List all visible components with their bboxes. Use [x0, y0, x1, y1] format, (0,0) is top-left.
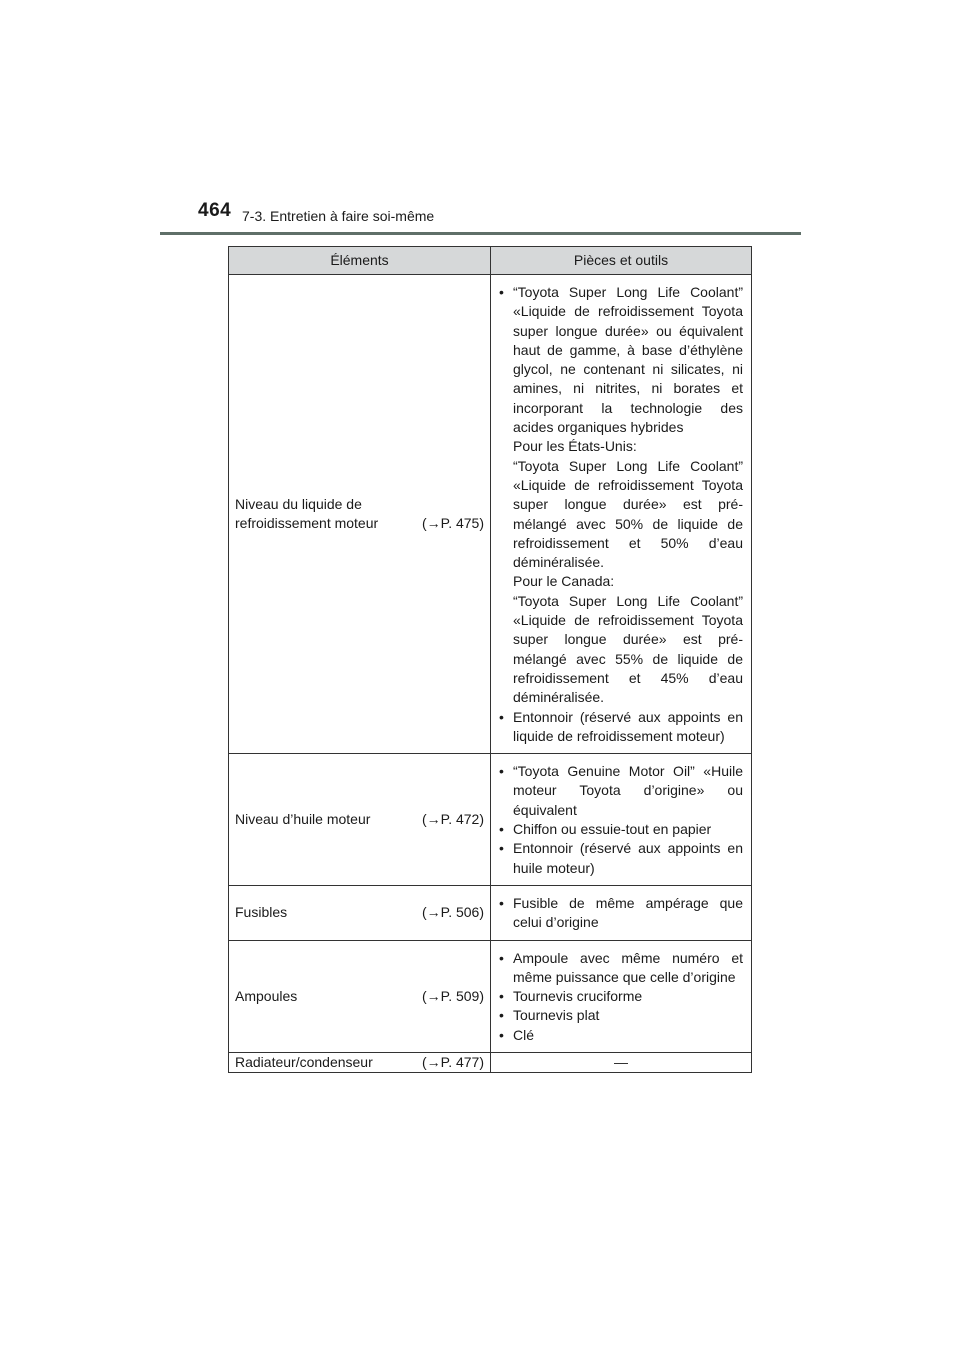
- item-line: [235, 987, 484, 1006]
- table-row: [229, 1052, 752, 1072]
- item-line: [235, 903, 484, 922]
- list-item: [499, 283, 743, 708]
- list-item: [499, 1026, 743, 1045]
- tool-text: Pour le Canada:: [513, 573, 615, 590]
- item-cell: [229, 275, 491, 754]
- tools-list: [499, 949, 743, 1045]
- item-line: [235, 1053, 484, 1072]
- list-item: [499, 1006, 743, 1025]
- item-line: [235, 810, 484, 829]
- tools-list: [499, 894, 743, 933]
- page-reference: (→P. 475): [422, 515, 484, 532]
- tools-cell: [491, 940, 752, 1052]
- item-label: Ampoules: [235, 987, 298, 1004]
- page-reference: (→P. 477): [422, 1053, 484, 1070]
- page-reference: (→P. 506): [422, 904, 484, 921]
- tools-list: [499, 283, 743, 746]
- list-item: [499, 762, 743, 820]
- tool-text: • “Toyota Genuine Motor Oil” «Huile moteur Toyota d’origine» ou équivalent: [513, 763, 743, 818]
- header-rule: [160, 232, 801, 235]
- page-number: 464: [198, 200, 232, 221]
- item-line: [235, 495, 484, 534]
- table-header-row: [229, 247, 752, 275]
- list-item: [499, 839, 743, 878]
- maintenance-table: [228, 246, 752, 1073]
- item-label: Niveau d’huile moteur: [235, 810, 371, 827]
- tool-text: • Entonnoir (réservé aux appoints en huile moteur): [513, 840, 743, 876]
- tools-cell: [491, 1052, 752, 1072]
- section-title: 7-3. Entretien à faire soi-même: [242, 208, 435, 224]
- tools-cell: [491, 275, 752, 754]
- table-row: [229, 885, 752, 940]
- column-header-items: Éléments: [229, 247, 491, 275]
- table-row: [229, 940, 752, 1052]
- item-cell: [229, 885, 491, 940]
- tool-text: • Ampoule avec même numéro et même puissance que celle d’origine: [513, 949, 743, 985]
- tools-cell: [491, 754, 752, 886]
- item-label: Niveau du liquide de refroidissement moteur: [235, 495, 379, 532]
- page-reference: (→P. 509): [422, 987, 484, 1004]
- tool-text: “Toyota Super Long Life Coolant” «Liquide de refroidissement Toyota super longue durée» est pré-mélangé avec 55% de liquide de refroidissement et 45% d’eau déminéralisée.: [513, 592, 743, 706]
- tool-text: Pour les États-Unis:: [513, 438, 637, 455]
- tool-text: • Chiffon ou essuie-tout en papier: [513, 821, 712, 838]
- table-body: [229, 275, 752, 1073]
- tools-cell: [491, 885, 752, 940]
- tool-text: • Clé: [513, 1026, 535, 1043]
- item-cell: [229, 754, 491, 886]
- item-cell: [229, 1052, 491, 1072]
- tool-text: • “Toyota Super Long Life Coolant” «Liquide de refroidissement Toyota super longue durée» ou équivalent haut de gamme, à base d’éthylène glycol, ne contenant ni silicates, ni amines, ni nitrites, ni borates et incorporant la technologie des acides organiques hybrides: [513, 284, 743, 436]
- tool-text: • Fusible de même ampérage que celui d’origine: [513, 894, 743, 931]
- tools-list: [499, 762, 743, 878]
- list-item: [499, 894, 743, 933]
- table-row: [229, 275, 752, 754]
- tool-text: • Tournevis plat: [513, 1007, 600, 1024]
- item-cell: [229, 940, 491, 1052]
- list-item: [499, 949, 743, 988]
- list-item: [499, 820, 743, 839]
- tool-text: “Toyota Super Long Life Coolant” «Liquide de refroidissement Toyota super longue durée» est pré-mélangé avec 50% de liquide de refroidissement et 50% d’eau déminéralisée.: [513, 457, 743, 571]
- column-header-parts: Pièces et outils: [491, 247, 752, 275]
- page-reference: (→P. 472): [422, 810, 484, 827]
- list-item: [499, 708, 743, 747]
- list-item: [499, 987, 743, 1006]
- table-row: [229, 754, 752, 886]
- item-label: Radiateur/condenseur: [235, 1053, 373, 1070]
- empty-dash: [614, 1063, 628, 1064]
- tool-text: • Entonnoir (réservé aux appoints en liquide de refroidissement moteur): [513, 708, 743, 744]
- item-label: Fusibles: [235, 904, 288, 921]
- tool-text: • Tournevis cruciforme: [513, 988, 643, 1005]
